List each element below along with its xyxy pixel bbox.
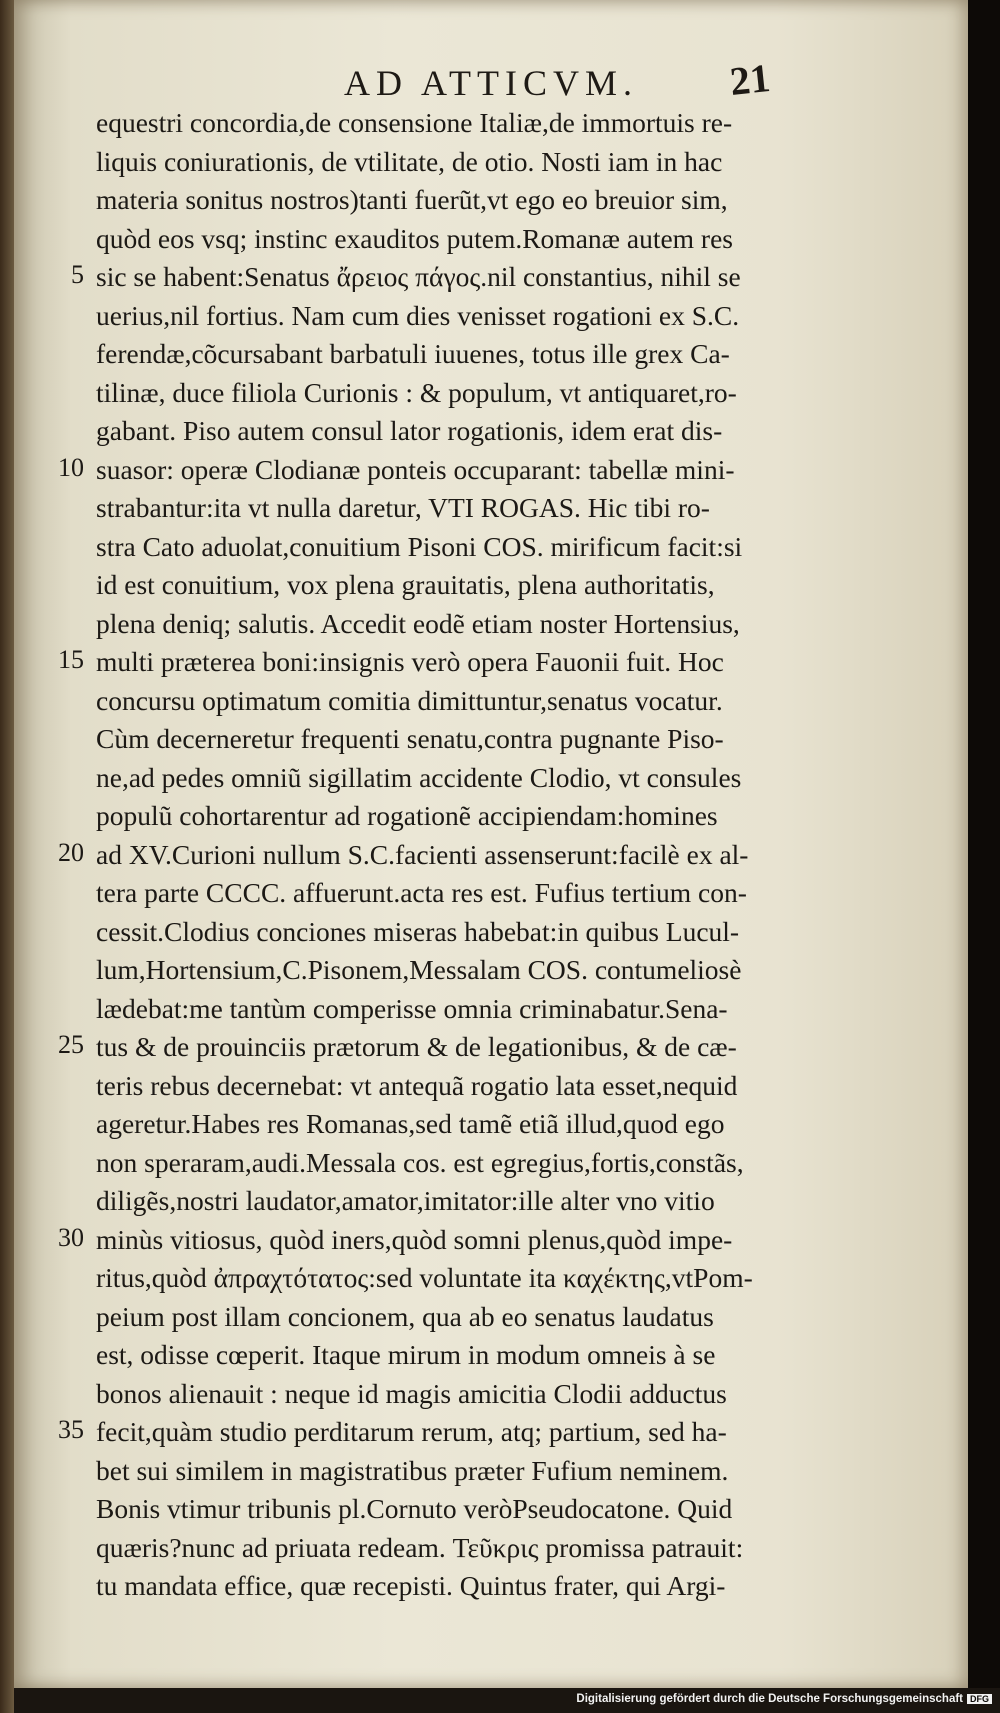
text-line: populũ cohortarentur ad rogationẽ accipiendam:homines xyxy=(96,800,718,831)
text-line: minùs vitiosus, quòd iners,quòd somni plenus,quòd impe- xyxy=(96,1223,733,1255)
text-line: Bonis vtimur tribunis pl.Cornuto veròPseudocatone. Quid xyxy=(96,1493,733,1524)
text-line: lum,Hortensium,C.Pisonem,Messalam COS. contumeliosè xyxy=(96,954,742,985)
credit-text: Digitalisierung gefördert durch die Deutsche Forschungsgemeinschaft xyxy=(576,1693,963,1705)
text-line: ritus,quòd ἀπραχτότατος:sed voluntate ita καχέκτης,vtPom- xyxy=(96,1262,753,1293)
text-line: teris rebus decernebat: vt antequã rogatio lata esset,nequid xyxy=(96,1069,738,1101)
text-line: concursu optimatum comitia dimittuntur,senatus vocatur. xyxy=(96,684,723,716)
line-number: 20 xyxy=(58,837,84,867)
dfg-logo: DFG xyxy=(967,1694,992,1704)
text-line: est, odisse cœperit. Itaque mirum in modum omneis à se xyxy=(96,1339,716,1370)
digitization-credit xyxy=(576,1693,992,1705)
text-line: lædebat:me tantùm comperisse omnia criminabatur.Sena- xyxy=(96,992,728,1024)
text-line: materia sonitus nostros)tanti fuerũt,vt ego eo breuior sim, xyxy=(96,184,728,215)
text-line: ageretur.Habes res Romanas,sed tamẽ etiã illud,quod ego xyxy=(96,1108,725,1139)
text-line: id est conuitium, vox plena grauitatis, plena authoritatis, xyxy=(96,569,715,600)
line-number: 25 xyxy=(58,1030,84,1059)
body-text xyxy=(96,104,756,1606)
text-line: plena deniq; salutis. Accedit eodẽ etiam noster Hortensius, xyxy=(96,607,740,639)
line-number: 15 xyxy=(58,645,84,674)
text-line: ad XV.Curioni nullum S.C.facienti assenserunt:facilè ex al- xyxy=(96,838,749,870)
text-line: sic se habent:Senatus ἄρειος πάγος.nil constantius, nihil se xyxy=(96,261,741,292)
line-number: 30 xyxy=(58,1222,84,1252)
text-line: stra Cato aduolat,conuitium Pisoni COS. mirificum facit:si xyxy=(96,530,743,562)
line-number: 10 xyxy=(58,452,84,482)
text-line: uerius,nil fortius. Nam cum dies venisset rogationi ex S.C. xyxy=(96,299,740,331)
text-line: liquis coniurationis, de vtilitate, de otio. Nosti iam in hac xyxy=(96,145,723,177)
line-number: 35 xyxy=(58,1415,84,1444)
text-line: bet sui similem in magistratibus præter Fufium neminem. xyxy=(96,1454,729,1486)
text-line: strabantur:ita vt nulla daretur, VTI ROGAS. Hic tibi ro- xyxy=(96,492,710,523)
book-page xyxy=(14,0,968,1688)
scan-edge xyxy=(968,0,1000,1688)
text-line: tus & de prouinciis prætorum & de legationibus, & de cæ- xyxy=(96,1031,737,1062)
text-line: bonos alienauit : neque id magis amicitia Clodii adductus xyxy=(96,1377,727,1409)
text-line: tu mandata effice, quæ recepisti. Quintus frater, qui Argi- xyxy=(96,1570,726,1601)
text-line: suasor: operæ Clodianæ ponteis occuparant: tabellæ mini- xyxy=(96,453,735,485)
text-line: peium post illam concionem, qua ab eo senatus laudatus xyxy=(96,1300,714,1332)
folio-number: 21 xyxy=(727,55,773,104)
text-line: quæris?nunc ad priuata redeam. Τεῦκρις promissa patrauit: xyxy=(96,1531,744,1563)
text-line: tera parte CCCC. affuerunt.acta res est. Fufius tertium con- xyxy=(96,877,747,908)
text-line: tilinæ, duce filiola Curionis : & populum, vt antiquaret,ro- xyxy=(96,376,737,408)
text-line: ne,ad pedes omniũ sigillatim accidente Clodio, vt consules xyxy=(96,761,742,793)
text-line: cessit.Clodius conciones miseras habebat:in quibus Lucul- xyxy=(96,915,740,947)
text-line: non speraram,audi.Messala cos. est egregius,fortis,constãs, xyxy=(96,1146,744,1178)
running-title: AD ATTICVM. xyxy=(343,63,638,103)
text-line: ferendæ,cõcursabant barbatuli iuuenes, totus ille grex Ca- xyxy=(96,338,730,369)
book-gutter xyxy=(0,0,14,1713)
text-line: Cùm decerneretur frequenti senatu,contra pugnante Piso- xyxy=(96,723,724,754)
text-line: diligẽs,nostri laudator,amator,imitator:ille alter vno vitio xyxy=(96,1185,715,1216)
text-line: fecit,quàm studio perditarum rerum, atq; partium, sed ha- xyxy=(96,1416,727,1447)
text-line: equestri concordia,de consensione Italiæ,de immortuis re- xyxy=(96,107,733,138)
text-line: gabant. Piso autem consul lator rogationis, idem erat dis- xyxy=(96,415,723,446)
text-line: multi præterea boni:insignis verò opera Fauonii fuit. Hoc xyxy=(96,646,724,677)
text-line: quòd eos vsq; instinc exauditos putem.Romanæ autem res xyxy=(96,222,733,254)
line-number: 5 xyxy=(71,260,84,289)
